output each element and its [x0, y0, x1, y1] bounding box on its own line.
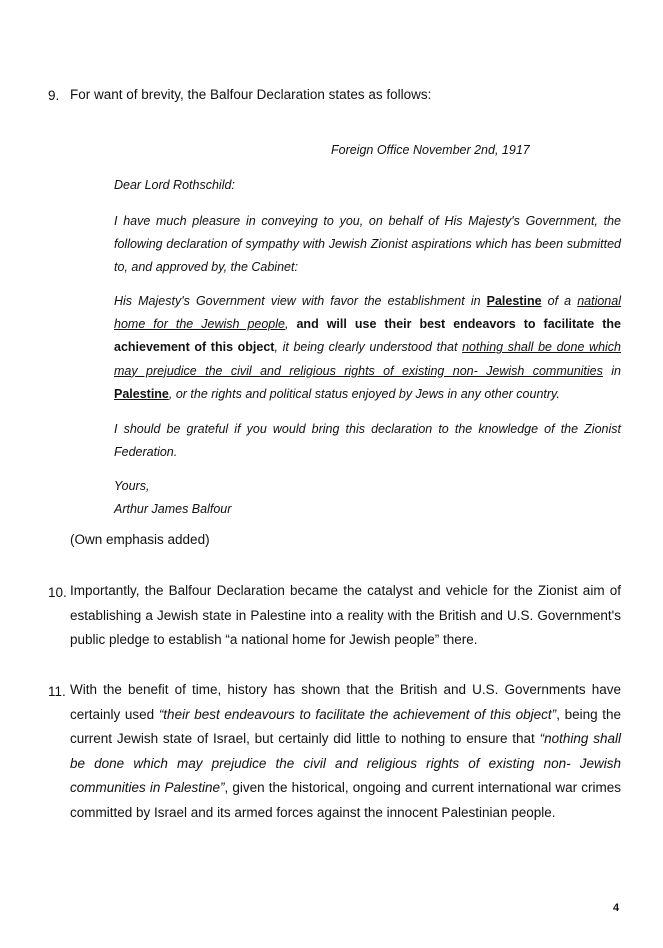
para-9-number: 9. — [48, 88, 60, 103]
para-11-t2: , being the current Jewish state of Israel, but certainly did little to nothing to ensure that — [70, 706, 621, 746]
letter-dateline: Foreign Office November 2nd, 1917 — [331, 143, 530, 157]
letter-closing-text: I should be grateful if you would bring this declaration to the knowledge of the Zionist Federation. — [114, 422, 621, 460]
letter-closing — [114, 418, 621, 464]
page-number: 4 — [613, 902, 620, 914]
para-11-t1: With the benefit of time, history has shown that the British and U.S. Governments have certainly used — [70, 682, 621, 722]
para-10-number: 10. — [48, 585, 67, 600]
letter-signatory: Arthur James Balfour — [114, 502, 232, 516]
decl-s4: , it being clearly understood that — [274, 340, 463, 355]
decl-national-home: national home for the Jewish people — [114, 294, 621, 332]
decl-bold-phrase: and will use their best endeavors to facilitate the achievement of this object — [114, 317, 621, 355]
decl-s2: of a — [541, 294, 578, 308]
decl-nothing-phrase: nothing shall be done which may prejudice the civil and religious rights of existing non- Jewish communities — [114, 340, 622, 378]
para-11-t3: , given the historical, ongoing and current international war crimes committed by Israel and its armed forces against the innocent Palestinian people. — [70, 780, 621, 820]
decl-s5: in — [602, 363, 621, 378]
para-11-text — [70, 678, 621, 825]
declaration-text — [114, 290, 621, 406]
decl-palestine-1: Palestine — [486, 294, 542, 308]
para-11-quote-1: “their best endeavours to facilitate the achievement of this object” — [158, 706, 557, 722]
decl-s3: , — [285, 317, 297, 332]
letter-sign-off: Yours, — [114, 479, 150, 493]
para-9-text: For want of brevity, the Balfour Declaration states as follows: — [70, 87, 432, 102]
decl-palestine-2: Palestine — [114, 386, 169, 401]
letter-intro-text: I have much pleasure in conveying to you, on behalf of His Majesty's Government, the following declaration of sympathy with Jewish Zionist aspirations which has been submitted to, and approved by, the Cabinet: — [114, 214, 621, 275]
para-11-quote-2: “nothing shall be done which may prejudice the civil and religious rights of existing non- Jewish communities in Palestine” — [70, 731, 621, 795]
para-10-text: Importantly, the Balfour Declaration became the catalyst and vehicle for the Zionist aim of establishing a Jewish state in Palestine into a reality with the British and U.S. Government's public pledge to establish “a national home for Jewish people” there. — [70, 583, 621, 647]
letter-intro — [114, 210, 621, 280]
decl-s1: His Majesty's Government view with favor the establishment in — [114, 294, 487, 308]
letter-declaration — [114, 290, 621, 406]
para-11-number: 11. — [48, 684, 66, 699]
letter-salutation: Dear Lord Rothschild: — [114, 178, 235, 192]
decl-s6: , or the rights and political status enjoyed by Jews in any other country. — [168, 386, 560, 401]
emphasis-note: (Own emphasis added) — [70, 532, 210, 547]
